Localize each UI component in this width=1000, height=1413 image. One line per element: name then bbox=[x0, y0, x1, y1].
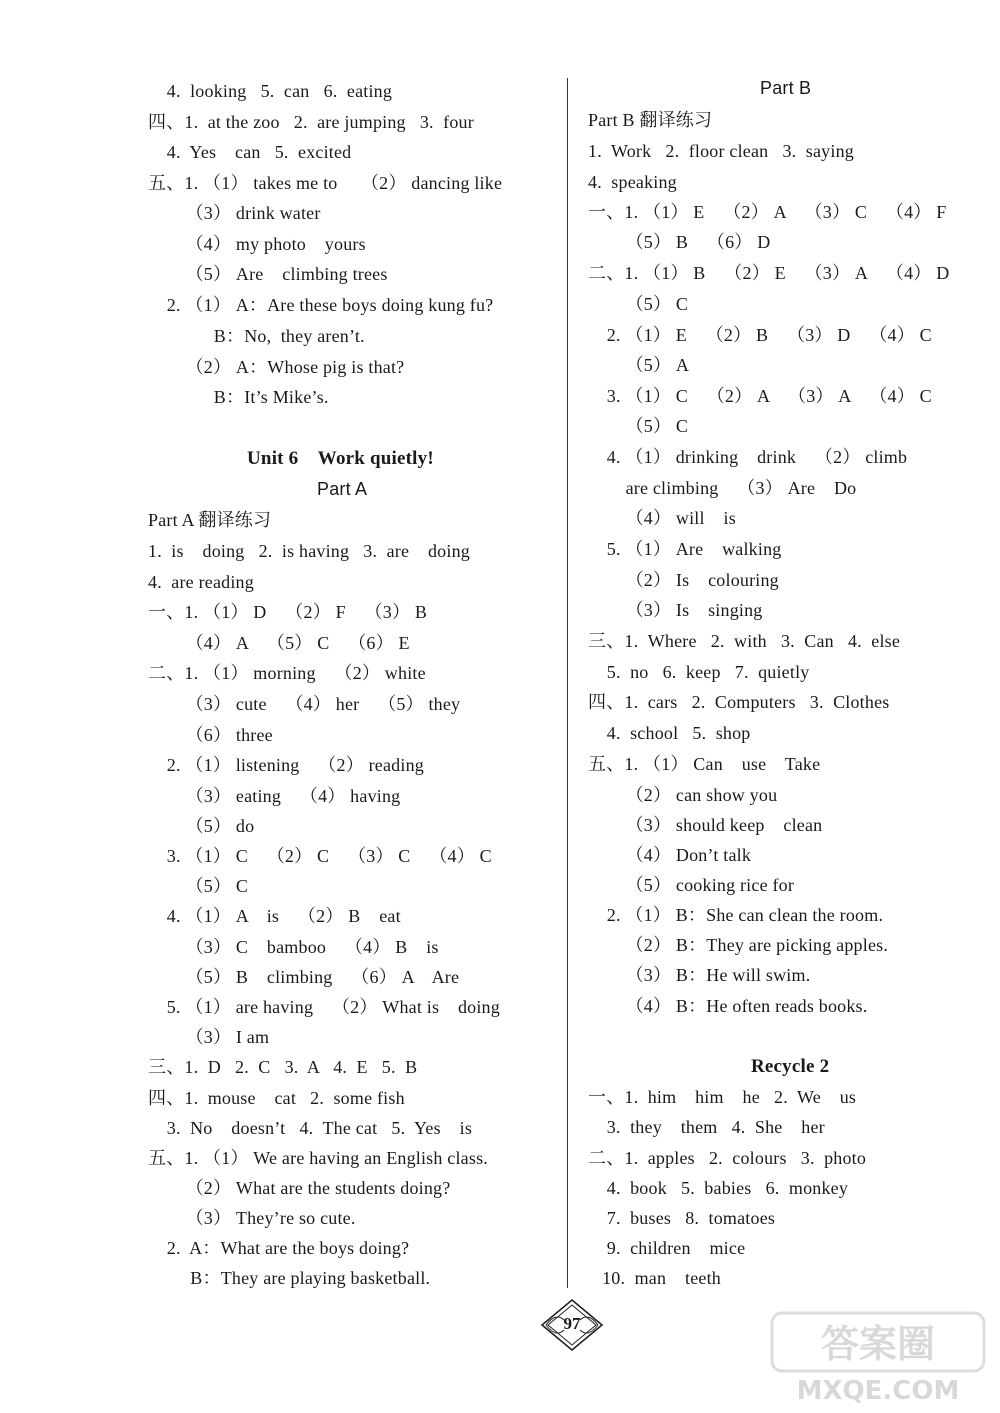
answer-line: （5） cooking rice for bbox=[588, 875, 795, 895]
answer-line: （5） B climbing （6） A Are bbox=[148, 967, 460, 987]
answer-line: （2） A：Whose pig is that? bbox=[148, 357, 405, 377]
answer-line: （3） C bamboo （4） B is bbox=[148, 937, 439, 957]
answer-line: （3） B：He will swim. bbox=[588, 965, 811, 985]
answer-line: 4. book 5. babies 6. monkey bbox=[588, 1178, 849, 1198]
answer-line: 4. looking 5. can 6. eating bbox=[148, 81, 393, 101]
column-divider bbox=[567, 78, 568, 1288]
answer-line: 1. Work 2. floor clean 3. saying bbox=[588, 141, 854, 161]
answer-line: 5. （1） are having （2） What is doing bbox=[148, 997, 500, 1017]
answer-line: （4） A （5） C （6） E bbox=[148, 633, 410, 653]
answer-line: 4. speaking bbox=[588, 172, 677, 192]
answer-line: （4） my photo yours bbox=[148, 234, 366, 254]
answer-line: B：No, they aren’t. bbox=[148, 326, 365, 346]
svg-text:答案圈: 答案圈 bbox=[820, 1322, 936, 1366]
unit-heading: Recycle 2 bbox=[751, 1056, 830, 1077]
answer-line: （5） Are climbing trees bbox=[148, 264, 388, 284]
answer-line: 1. is doing 2. is having 3. are doing bbox=[148, 541, 470, 561]
answer-line: 4. （1） A is （2） B eat bbox=[148, 906, 401, 926]
answer-line: 4. are reading bbox=[148, 572, 254, 592]
answer-line: 5. no 6. keep 7. quietly bbox=[588, 662, 810, 682]
answer-line: 四、1. at the zoo 2. are jumping 3. four bbox=[148, 112, 474, 132]
answer-line: 二、1. （1） B （2） E （3） A （4） D bbox=[588, 263, 950, 283]
answer-line: 四、1. cars 2. Computers 3. Clothes bbox=[588, 692, 890, 712]
answer-line: Part A 翻译练习 bbox=[148, 510, 272, 530]
answer-line: 五、1. （1） takes me to （2） dancing like bbox=[148, 173, 503, 193]
unit-heading: Unit 6 Work quietly! bbox=[247, 448, 434, 469]
answer-line: 二、1. （1） morning （2） white bbox=[148, 663, 426, 683]
answer-line: 3. they them 4. She her bbox=[588, 1117, 825, 1137]
answer-line: 四、1. mouse cat 2. some fish bbox=[148, 1088, 405, 1108]
answer-line: 三、1. D 2. C 3. A 4. E 5. B bbox=[148, 1057, 418, 1077]
answer-line: （4） will is bbox=[588, 508, 736, 528]
answer-line: Part B 翻译练习 bbox=[588, 110, 713, 130]
answer-line: （4） B：He often reads books. bbox=[588, 996, 868, 1016]
watermark-logo bbox=[768, 1307, 988, 1407]
answer-line: （5） C bbox=[588, 416, 689, 436]
answer-line: 9. children mice bbox=[588, 1238, 746, 1258]
answer-line: 一、1. him him he 2. We us bbox=[588, 1087, 857, 1107]
answer-line: 3. （1） C （2） A （3） A （4） C bbox=[588, 386, 932, 406]
answer-line: 三、1. Where 2. with 3. Can 4. else bbox=[588, 631, 901, 651]
answer-line: （2） What are the students doing? bbox=[148, 1178, 451, 1198]
page-number: 97 bbox=[563, 1314, 581, 1333]
answer-line: （5） C bbox=[588, 294, 689, 314]
answer-line: 2. （1） E （2） B （3） D （4） C bbox=[588, 325, 932, 345]
answer-line: （3） I am bbox=[148, 1027, 270, 1047]
answer-line: （3） Is singing bbox=[588, 600, 763, 620]
answer-line: （5） do bbox=[148, 816, 255, 836]
answer-line: 五、1. （1） Can use Take bbox=[588, 754, 821, 774]
answer-line: 5. （1） Are walking bbox=[588, 539, 782, 559]
answer-line: （3） eating （4） having bbox=[148, 786, 401, 806]
section-heading: Part B bbox=[760, 78, 812, 98]
answer-line: 五、1. （1） We are having an English class. bbox=[148, 1148, 488, 1168]
answer-line: （6） three bbox=[148, 725, 273, 745]
answer-line: （4） Don’t talk bbox=[588, 845, 752, 865]
answer-line: B：It’s Mike’s. bbox=[148, 387, 329, 407]
answer-line: （3） They’re so cute. bbox=[148, 1208, 356, 1228]
answer-line: B：They are playing basketball. bbox=[148, 1268, 431, 1288]
answer-line: 4. Yes can 5. excited bbox=[148, 142, 352, 162]
answer-line: 2. （1） A：Are these boys doing kung fu? bbox=[148, 295, 494, 315]
answer-line: 二、1. apples 2. colours 3. photo bbox=[588, 1148, 867, 1168]
answer-line: （2） can show you bbox=[588, 785, 778, 805]
answer-line: （5） B （6） D bbox=[588, 232, 771, 252]
answer-line: （2） Is colouring bbox=[588, 570, 779, 590]
answer-line: （2） B：They are picking apples. bbox=[588, 935, 889, 955]
answer-line: 2. A：What are the boys doing? bbox=[148, 1238, 410, 1258]
answer-line: 一、1. （1） E （2） A （3） C （4） F bbox=[588, 202, 947, 222]
answer-line: 4. （1） drinking drink （2） climb bbox=[588, 447, 908, 467]
svg-text:MXQE.COM: MXQE.COM bbox=[796, 1376, 960, 1406]
answer-line: （3） drink water bbox=[148, 203, 321, 223]
answer-line: 一、1. （1） D （2） F （3） B bbox=[148, 602, 428, 622]
answer-line: （5） A bbox=[588, 355, 690, 375]
answer-line: 10. man teeth bbox=[588, 1268, 721, 1288]
answer-line: （3） should keep clean bbox=[588, 815, 823, 835]
answer-line: 2. （1） B：She can clean the room. bbox=[588, 905, 884, 925]
answer-line: 3. （1） C （2） C （3） C （4） C bbox=[148, 846, 492, 866]
answer-line: are climbing （3） Are Do bbox=[588, 478, 857, 498]
answer-line: 3. No doesn’t 4. The cat 5. Yes is bbox=[148, 1118, 473, 1138]
answer-line: 4. school 5. shop bbox=[588, 723, 751, 743]
answer-line: （3） cute （4） her （5） they bbox=[148, 694, 461, 714]
answer-line: （5） C bbox=[148, 876, 249, 896]
section-heading: Part A bbox=[317, 479, 368, 499]
answer-line: 2. （1） listening （2） reading bbox=[148, 755, 424, 775]
answer-line: 7. buses 8. tomatoes bbox=[588, 1208, 776, 1228]
